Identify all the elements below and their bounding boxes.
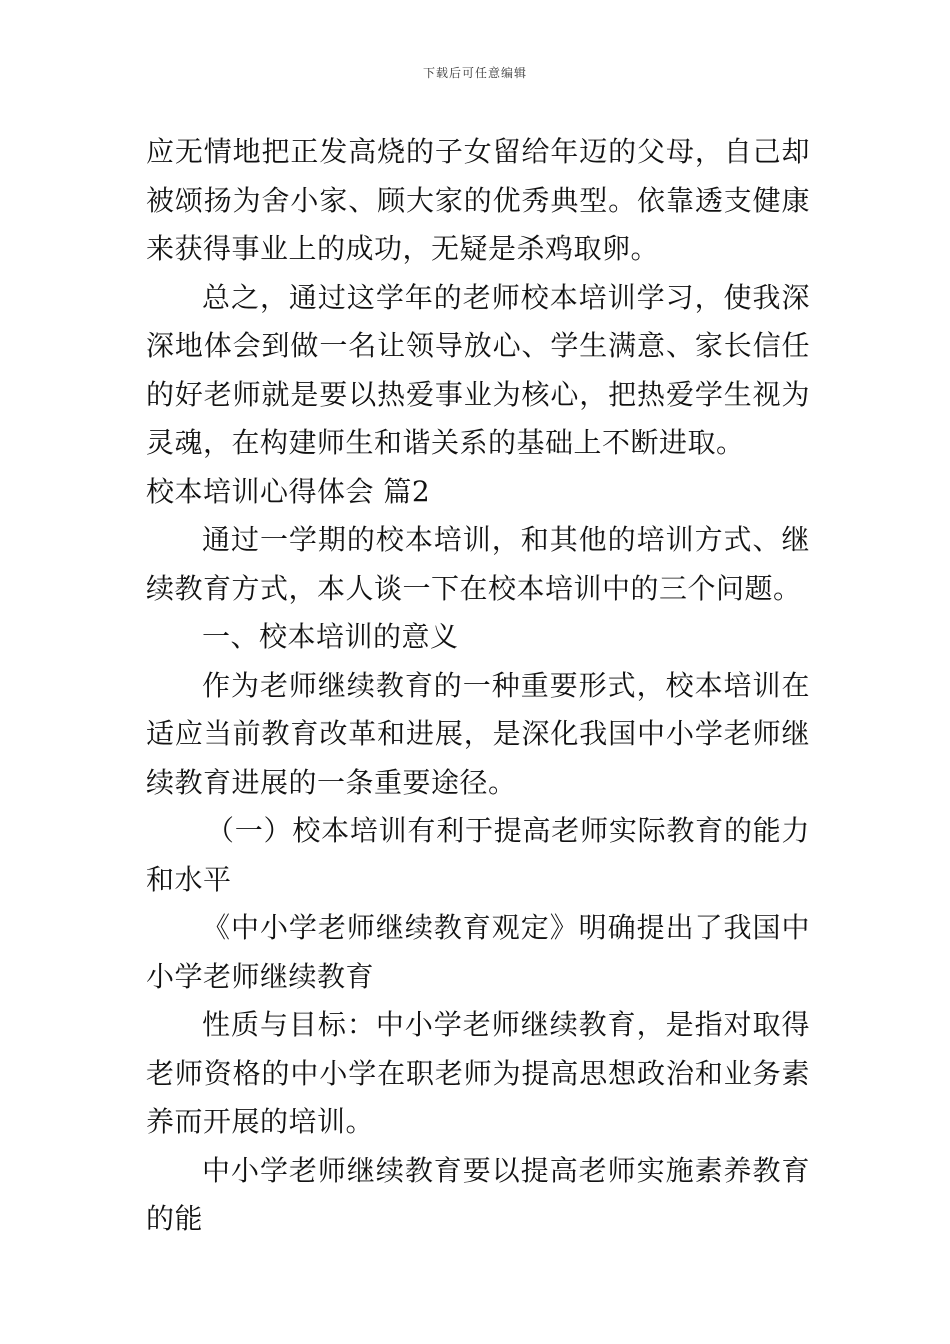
paragraph-4: 作为老师继续教育的一种重要形式，校本培训在适应当前教育改革和进展，是深化我国中小学老师继续教育进展的一条重要途径。: [146, 668, 810, 799]
paragraph-7: 中小学老师继续教育要以提高老师实施素养教育的能: [146, 1153, 810, 1235]
section-heading: 校本培训心得体会 篇2: [146, 474, 431, 508]
subheading-1-1: （一）校本培训有利于提高老师实际教育的能力和水平: [146, 814, 810, 896]
paragraph-3: 通过一学期的校本培训，和其他的培训方式、继续教育方式，本人谈一下在校本培训中的三个问题。: [146, 523, 810, 605]
subheading-1: 一、校本培训的意义: [202, 620, 459, 653]
paragraph-5: 《中小学老师继续教育观定》明确提出了我国中小学老师继续教育: [146, 911, 810, 993]
document-body: [146, 128, 810, 1244]
page-header: 下载后可任意编辑: [422, 66, 527, 80]
paragraph-1: 应无情地把正发高烧的子女留给年迈的父母，自己却被颂扬为舍小家、顾大家的优秀典型。依靠透支健康来获得事业上的成功，无疑是杀鸡取卵。: [146, 135, 810, 265]
paragraph-6: 性质与目标：中小学老师继续教育，是指对取得老师资格的中小学在职老师为提高思想政治和业务素养而开展的培训。: [146, 1008, 810, 1138]
paragraph-2: 总之，通过这学年的老师校本培训学习，使我深深地体会到做一名让领导放心、学生满意、家长信任的好老师就是要以热爱事业为核心，把热爱学生视为灵魂，在构建师生和谐关系的基础上不断进取。: [146, 280, 810, 459]
